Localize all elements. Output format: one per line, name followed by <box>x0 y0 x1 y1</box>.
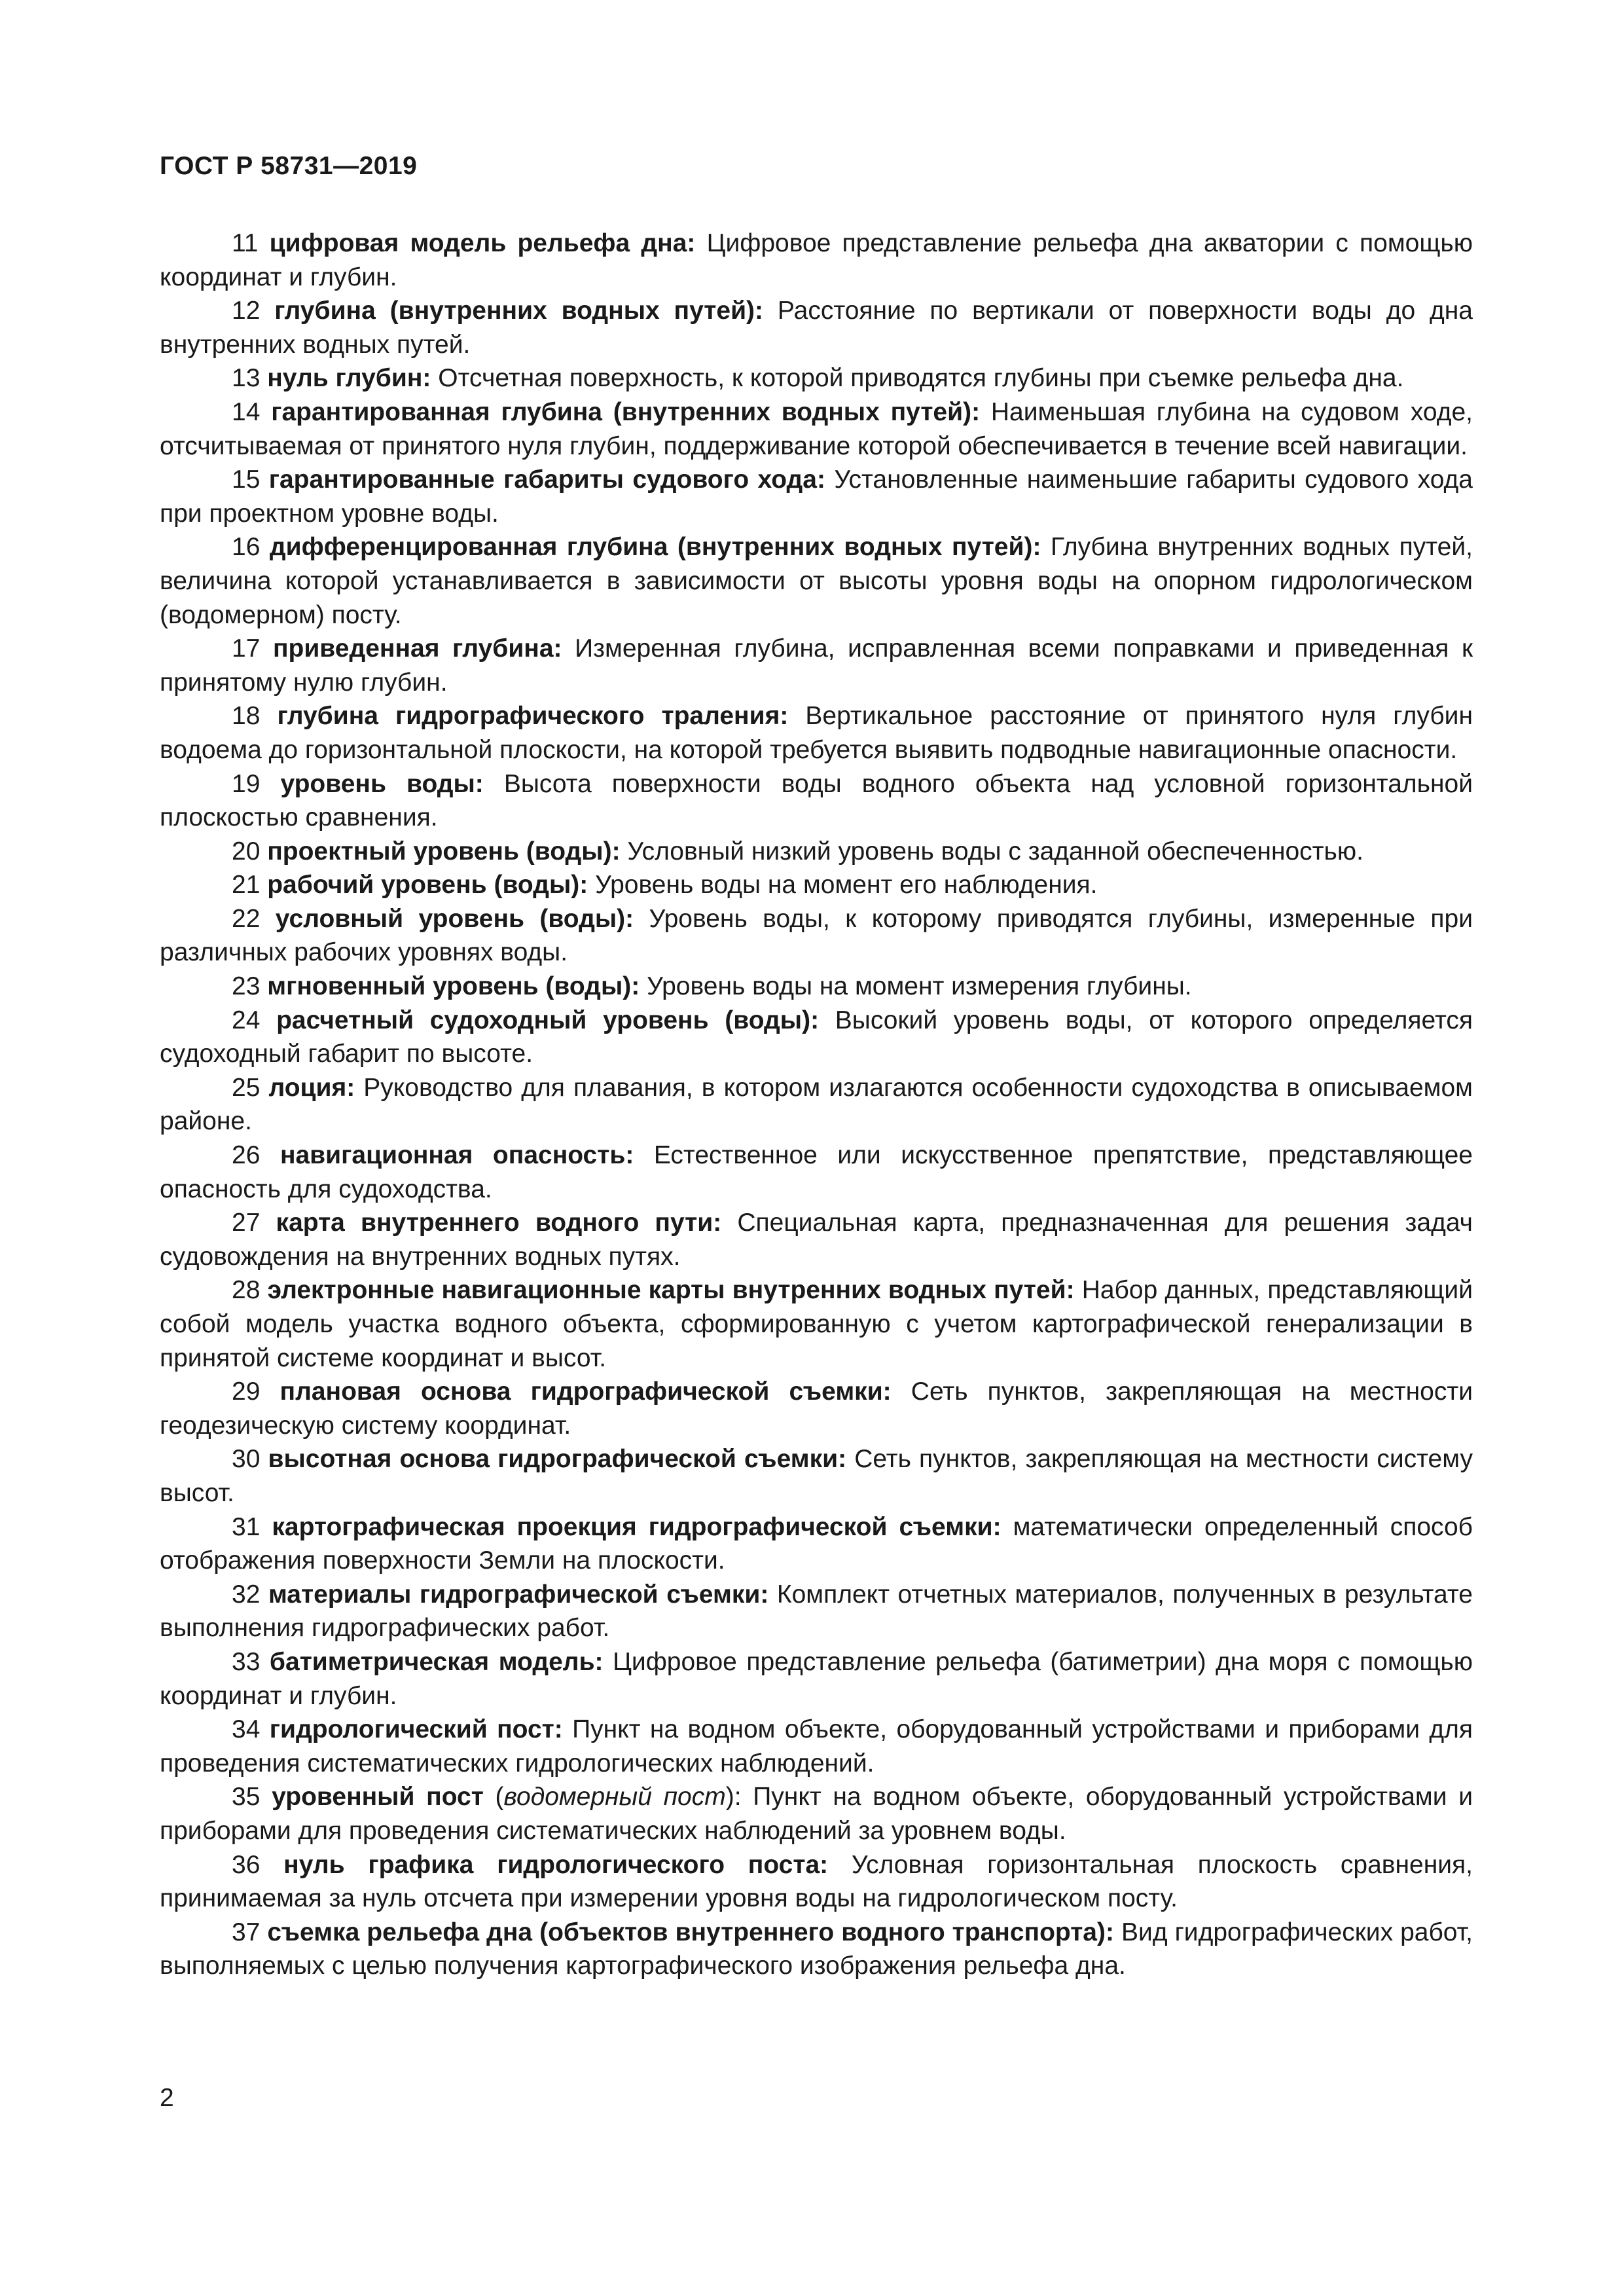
term-number: 20 <box>232 837 261 866</box>
term-definition: Установленные наименьшие габариты судового хода при проектном уровне воды. <box>160 465 1473 528</box>
term-number: 18 <box>232 702 261 731</box>
term-entry <box>160 1848 1473 1916</box>
term-number: 31 <box>232 1512 261 1541</box>
term-definition: Сеть пунктов, закрепляющая на местности геодезическую систему координат. <box>160 1377 1473 1440</box>
term-number: 26 <box>232 1141 261 1170</box>
term-definition: Уровень воды на момент измерения глубины. <box>647 972 1192 1001</box>
term-number: 19 <box>232 769 261 798</box>
term-definition: Специальная карта, предназначенная для решения задач судовождения на внутренних водных путях. <box>160 1209 1473 1271</box>
term-name: мгновенный уровень (воды): <box>267 972 640 1001</box>
term-name: навигационная опасность: <box>280 1141 634 1170</box>
term-definition: Пункт на водном объекте, оборудованный устройствами и приборами для проведения систематических гидрологических наблюдений. <box>160 1715 1473 1777</box>
term-number: 30 <box>232 1445 261 1474</box>
term-name: съемка рельефа дна (объектов внутреннего водного транспорта): <box>267 1918 1114 1946</box>
term-name: плановая основа гидрографической съемки: <box>280 1377 892 1406</box>
term-definition: Руководство для плавания, в котором излагаются особенности судоходства в описываемом районе. <box>160 1073 1473 1136</box>
term-entry <box>160 1375 1473 1442</box>
term-definition: Условный низкий уровень воды с заданной обеспеченностью. <box>627 837 1363 866</box>
term-entry <box>160 1442 1473 1510</box>
term-definition: Уровень воды, к которому приводятся глубины, измеренные при различных рабочих уровнях воды. <box>160 904 1473 967</box>
term-entry <box>160 1916 1473 1983</box>
term-number: 22 <box>232 904 261 933</box>
term-entry <box>160 868 1473 902</box>
term-number: 16 <box>232 533 261 562</box>
term-number: 27 <box>232 1209 261 1237</box>
term-entry <box>160 902 1473 970</box>
term-entry <box>160 1004 1473 1071</box>
term-entry <box>160 1645 1473 1713</box>
term-entry <box>160 1206 1473 1273</box>
term-definition: математически определенный способ отображения поверхности Земли на плоскости. <box>160 1512 1473 1575</box>
term-number: 35 <box>232 1783 261 1812</box>
term-entry <box>160 227 1473 294</box>
term-name: карта внутреннего водного пути: <box>276 1209 722 1237</box>
term-entry <box>160 1713 1473 1780</box>
term-definition: Набор данных, представляющий собой модель участка водного объекта, сформированную с учетом картографической генерализации в принятой системе координат и высот. <box>160 1276 1473 1372</box>
term-definition: Высокий уровень воды, от которого определяется судоходный габарит по высоте. <box>160 1006 1473 1068</box>
term-definition: Естественное или искусственное препятствие, представляющее опасность для судоходства. <box>160 1141 1473 1203</box>
term-number: 14 <box>232 397 261 426</box>
term-definition: Отсчетная поверхность, к которой приводятся глубины при съемке рельефа дна. <box>438 364 1404 393</box>
term-name: нуль глубин: <box>267 364 431 393</box>
term-name: высотная основа гидрографической съемки: <box>268 1445 847 1474</box>
term-number: 12 <box>232 297 261 325</box>
term-definition: Пункт на водном объекте, оборудованный устройствами и приборами для проведения систематических наблюдений за уровнем воды. <box>160 1783 1473 1845</box>
term-number: 34 <box>232 1715 261 1744</box>
term-entry <box>160 1510 1473 1578</box>
term-number: 11 <box>232 229 259 257</box>
term-entry <box>160 463 1473 530</box>
term-entry <box>160 294 1473 361</box>
term-synonym: водомерный пост <box>503 1783 726 1812</box>
page-number: 2 <box>160 2084 174 2112</box>
term-name: гидрологический пост: <box>269 1715 563 1744</box>
term-name: нуль графика гидрологического поста: <box>283 1850 829 1879</box>
term-entry <box>160 1139 1473 1206</box>
term-name: цифровая модель рельефа дна: <box>269 229 696 257</box>
term-entry <box>160 767 1473 835</box>
term-definition: Измеренная глубина, исправленная всеми поправками и приведенная к принятому нулю глубин. <box>160 634 1473 697</box>
term-number: 37 <box>232 1918 261 1946</box>
term-entry <box>160 970 1473 1004</box>
term-definition: Условная горизонтальная плоскость сравнения, принимаемая за нуль отсчета при измерении уровня воды на гидрологическом посту. <box>160 1850 1473 1913</box>
term-number: 36 <box>232 1850 261 1879</box>
term-definition: Сеть пунктов, закрепляющая на местности систему высот. <box>160 1445 1473 1507</box>
term-definition: Цифровое представление рельефа (батиметрии) дна моря с помощью координат и глубин. <box>160 1647 1473 1710</box>
term-name: глубина гидрографического траления: <box>277 702 789 731</box>
term-number: 23 <box>232 972 261 1001</box>
term-entry <box>160 1273 1473 1375</box>
term-entry <box>160 632 1473 699</box>
term-definition: Высота поверхности воды водного объекта над условной горизонтальной плоскостью сравнения. <box>160 769 1473 832</box>
term-name: проектный уровень (воды): <box>267 837 621 866</box>
term-name: электронные навигационные карты внутренних водных путей: <box>267 1276 1075 1305</box>
term-name: глубина (внутренних водных путей): <box>274 297 764 325</box>
term-name: уровенный пост <box>272 1783 484 1812</box>
term-number: 24 <box>232 1006 261 1034</box>
term-name: картографическая проекция гидрографической съемки: <box>272 1512 1001 1541</box>
term-entry <box>160 835 1473 869</box>
term-name: гарантированные габариты судового хода: <box>268 465 825 494</box>
term-number: 32 <box>232 1580 261 1609</box>
term-name: батиметрическая модель: <box>269 1647 604 1676</box>
term-number: 17 <box>232 634 261 663</box>
term-entry <box>160 1071 1473 1139</box>
term-definition: Глубина внутренних водных путей, величина которой устанавливается в зависимости от высоты уровня воды на опорном гидрологическом (водомерном) посту. <box>160 533 1473 629</box>
term-name: рабочий уровень (воды): <box>267 871 588 900</box>
term-definition: Наименьшая глубина на судовом ходе, отсчитываемая от принятого нуля глубин, поддерживание которой обеспечивается в течение всей навигации. <box>160 397 1473 460</box>
term-name: лоция: <box>268 1073 355 1102</box>
term-entry: 35 уровенный пост (водомерный пост): Пункт на водном объекте, оборудованный устройствами и приборами для проведения систематических наблюдений за уровнем воды. <box>160 1783 1473 1845</box>
term-number: 33 <box>232 1647 261 1676</box>
term-number: 13 <box>232 364 261 393</box>
term-number: 28 <box>232 1276 261 1305</box>
document-header: ГОСТ Р 58731—2019 <box>160 152 418 180</box>
term-name: уровень воды: <box>280 769 484 798</box>
term-number: 15 <box>232 465 261 494</box>
term-entry <box>160 395 1473 463</box>
term-name: условный уровень (воды): <box>275 904 634 933</box>
term-definition: Уровень воды на момент его наблюдения. <box>595 871 1098 900</box>
term-definition: Цифровое представление рельефа дна акватории с помощью координат и глубин. <box>160 229 1473 291</box>
term-definition: Вид гидрографических работ, выполняемых с целью получения картографического изображения рельефа дна. <box>160 1918 1473 1980</box>
term-name: приведенная глубина: <box>272 634 562 663</box>
term-name: материалы гидрографической съемки: <box>268 1580 769 1609</box>
term-definition: Вертикальное расстояние от принятого нуля глубин водоема до горизонтальной плоскости, на которой требуется выявить подводные навигационные опасности. <box>160 702 1473 764</box>
term-name: расчетный судоходный уровень (воды): <box>276 1006 820 1034</box>
term-number: 25 <box>232 1073 261 1102</box>
term-number: 29 <box>232 1377 261 1406</box>
term-entry <box>160 361 1473 395</box>
term-entry <box>160 530 1473 632</box>
terms-list <box>160 227 1473 1983</box>
term-definition: Комплект отчетных материалов, полученных в результате выполнения гидрографических работ. <box>160 1580 1473 1643</box>
term-name: гарантированная глубина (внутренних водных путей): <box>271 397 981 426</box>
term-entry <box>160 1578 1473 1645</box>
term-name: дифференцированная глубина (внутренних водных путей): <box>269 533 1041 562</box>
term-definition: Расстояние по вертикали от поверхности воды до дна внутренних водных путей. <box>160 297 1473 359</box>
term-entry <box>160 699 1473 767</box>
term-number: 21 <box>232 871 261 900</box>
